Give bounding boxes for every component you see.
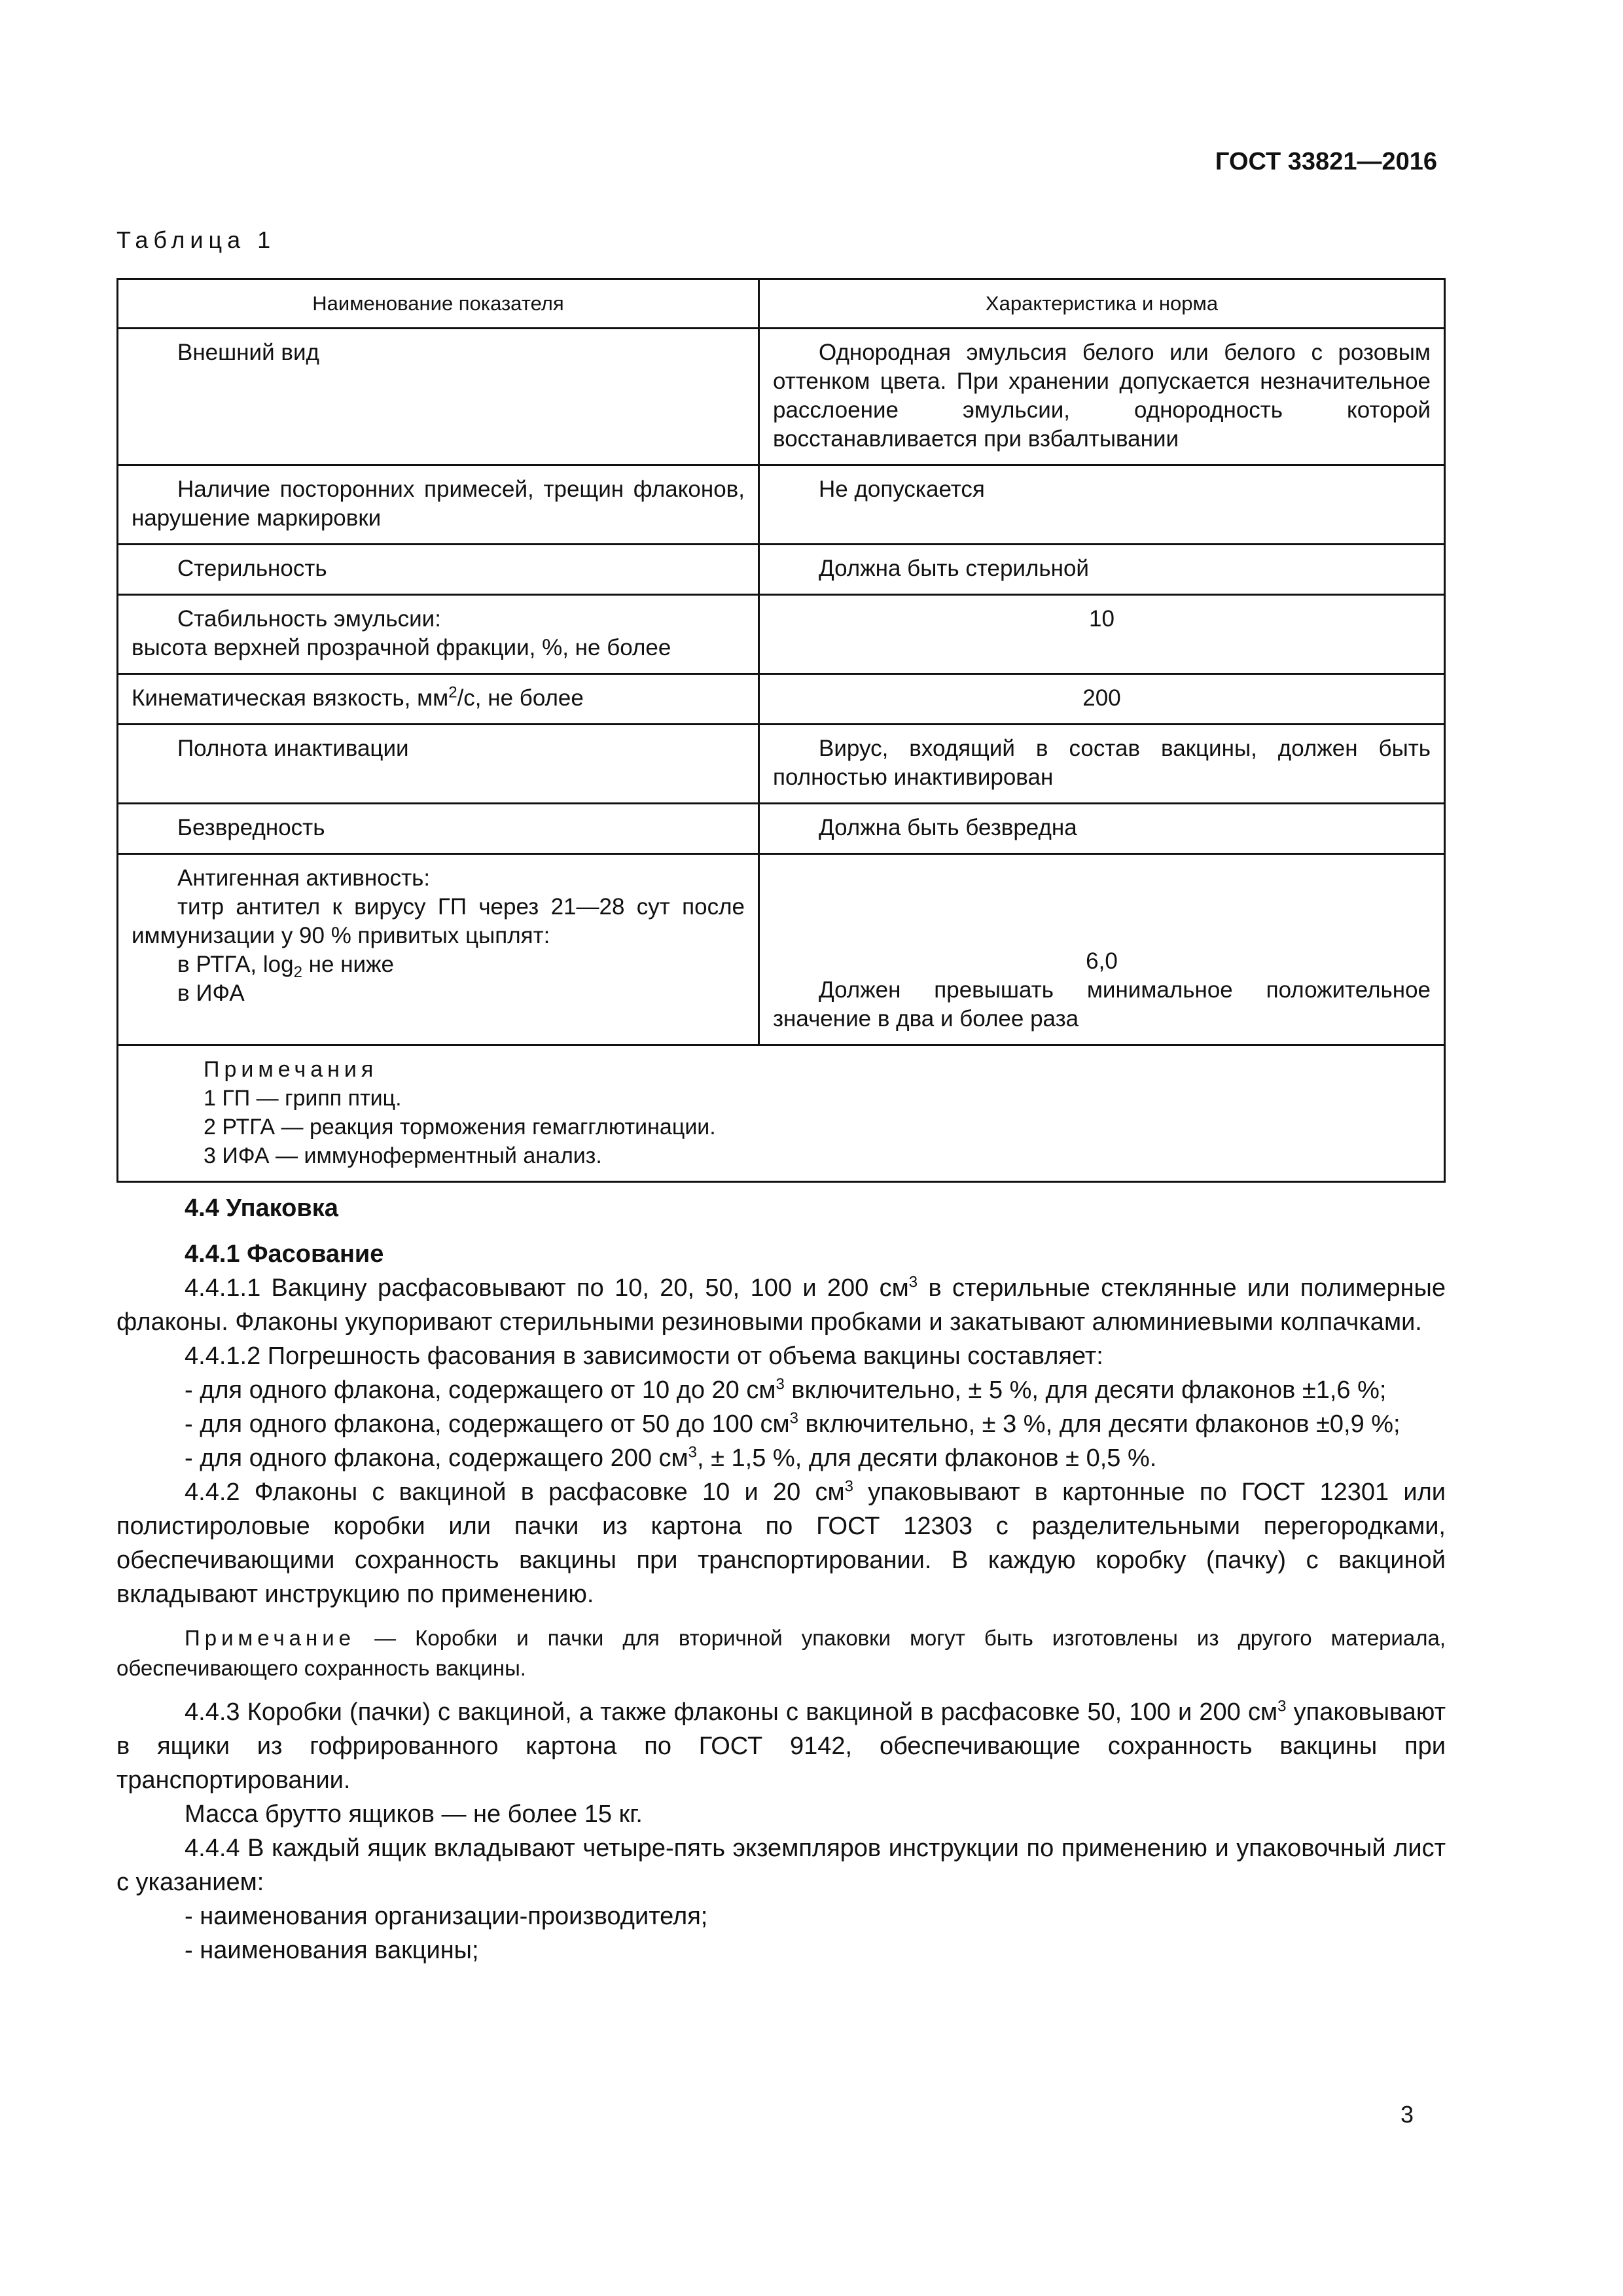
row-name-method: в РТГА, $\log_2$ не ниже: [177, 952, 394, 981]
section-body: [116, 1191, 1446, 1967]
table-row: [118, 595, 1445, 674]
table-row: [118, 465, 1445, 545]
note-item: 2 РТГА — реакция торможения гемагглютинации.: [204, 1115, 716, 1139]
row-name: Стабильность эмульсии:: [177, 606, 441, 632]
list-item: - для одного флакона, содержащего от 50 до 100 $см^3$ включительно, ± 3 %, для десяти флаконов ±0,9 %;: [185, 1409, 1400, 1438]
notes-title: Примечания: [204, 1057, 378, 1082]
paragraph: 4.4.3 Коробки (пачки) с вакциной, а также флаконы с вакциной в расфасовке 50, 100 и 200 $см^3$ упаковывают в ящики из гофрированного картона по ГОСТ 9142, обеспечивающие сохранность вакцины при транспортировании.: [116, 1697, 1446, 1794]
packaging-note: Примечание — Коробки и пачки для вторичной упаковки могут быть изготовлены из другого материала, обеспечивающего сохранность вакцины.: [116, 1626, 1446, 1680]
row-value: Должна быть стерильной: [819, 556, 1089, 581]
list-item: - наименования организации-производителя;: [185, 1903, 708, 1930]
row-value: 200: [1082, 685, 1121, 711]
table-row: [118, 329, 1445, 465]
table-caption: Таблица 1: [116, 226, 276, 253]
row-value: Вирус, входящий в состав вакцины, должен быть полностью инактивирован: [773, 736, 1431, 790]
paragraph: 4.4.2 Флаконы с вакциной в расфасовке 10 и 20 $см^3$ упаковывают в картонные по ГОСТ 12301 или полистироловые коробки или пачки из картона по ГОСТ 12303 с разделительными перегородками, обеспечивающими сохранность вакцины при транспортировании. В каждую коробку (пачку) с вакциной вкладывают инструкцию по применению.: [116, 1477, 1446, 1608]
row-name-method: в ИФА: [177, 980, 245, 1006]
row-name-detail: высота верхней прозрачной фракции, %, не более: [132, 635, 671, 660]
table-row: [118, 804, 1445, 854]
paragraph: 4.4.1.1 Вакцину расфасовывают по 10, 20, 50, 100 и 200 $см^3$ в стерильные стеклянные или полимерные флаконы. Флаконы укупоривают стерильными резиновыми пробками и закатывают алюминиевыми колпачками.: [116, 1273, 1446, 1336]
table-notes-row: [118, 1045, 1445, 1182]
list-item: - наименования вакцины;: [185, 1937, 479, 1964]
row-name-detail: титр антител к вирусу ГП через 21—28 сут после иммунизации у 90 % привитых цыплят:: [132, 894, 745, 948]
standard-number: ГОСТ 33821—2016: [1215, 148, 1437, 175]
table-row: [118, 674, 1445, 725]
list-item: - для одного флакона, содержащего 200 $см^3$, ± 1,5 %, для десяти флаконов ± 0,5 %.: [185, 1443, 1157, 1472]
note-item: 1 ГП — грипп птиц.: [204, 1086, 402, 1111]
table-row: [118, 854, 1445, 1045]
table-row: [118, 545, 1445, 595]
row-value: 6,0: [1086, 948, 1118, 974]
row-value: Однородная эмульсия белого или белого с розовым оттенком цвета. При хранении допускается незначительное расслоение эмульсии, однородность которой восстанавливается при взбалтывании: [773, 340, 1431, 452]
row-name: Безвредность: [177, 815, 325, 840]
row-name: Антигенная активность:: [177, 865, 431, 891]
col-header-value: Характеристика и норма: [759, 279, 1445, 329]
page-number: 3: [1400, 2101, 1414, 2128]
row-value: Должна быть безвредна: [819, 815, 1077, 840]
row-value: 10: [1089, 606, 1115, 632]
row-name: Внешний вид: [177, 340, 319, 365]
row-name: Полнота инактивации: [177, 736, 409, 761]
row-name: Стерильность: [177, 556, 327, 581]
paragraph: Масса брутто ящиков — не более 15 кг.: [185, 1801, 643, 1828]
row-name: Кинематическая вязкость, $мм^2/с$, не более: [132, 683, 584, 711]
row-value: Не допускается: [819, 476, 985, 502]
table-row: [118, 725, 1445, 804]
row-name: Наличие посторонних примесей, трещин флаконов, нарушение маркировки: [132, 476, 745, 531]
row-value-detail: Должен превышать минимальное положительное значение в два и более раза: [773, 977, 1431, 1031]
paragraph: 4.4.4 В каждый ящик вкладывают четыре-пять экземпляров инструкции по применению и упаковочный лист с указанием:: [116, 1835, 1446, 1896]
section-title: 4.4 Упаковка: [185, 1194, 338, 1222]
col-header-name: Наименование показателя: [118, 279, 759, 329]
list-item: - для одного флакона, содержащего от 10 до 20 $см^3$ включительно, ± 5 %, для десяти флаконов ±1,6 %;: [185, 1375, 1387, 1404]
table-header-row: [118, 279, 1445, 329]
spec-table: [116, 278, 1446, 1183]
section-subtitle: 4.4.1 Фасование: [185, 1240, 384, 1268]
paragraph: 4.4.1.2 Погрешность фасования в зависимости от объема вакцины составляет:: [185, 1342, 1103, 1370]
note-item: 3 ИФА — иммуноферментный анализ.: [204, 1143, 602, 1168]
